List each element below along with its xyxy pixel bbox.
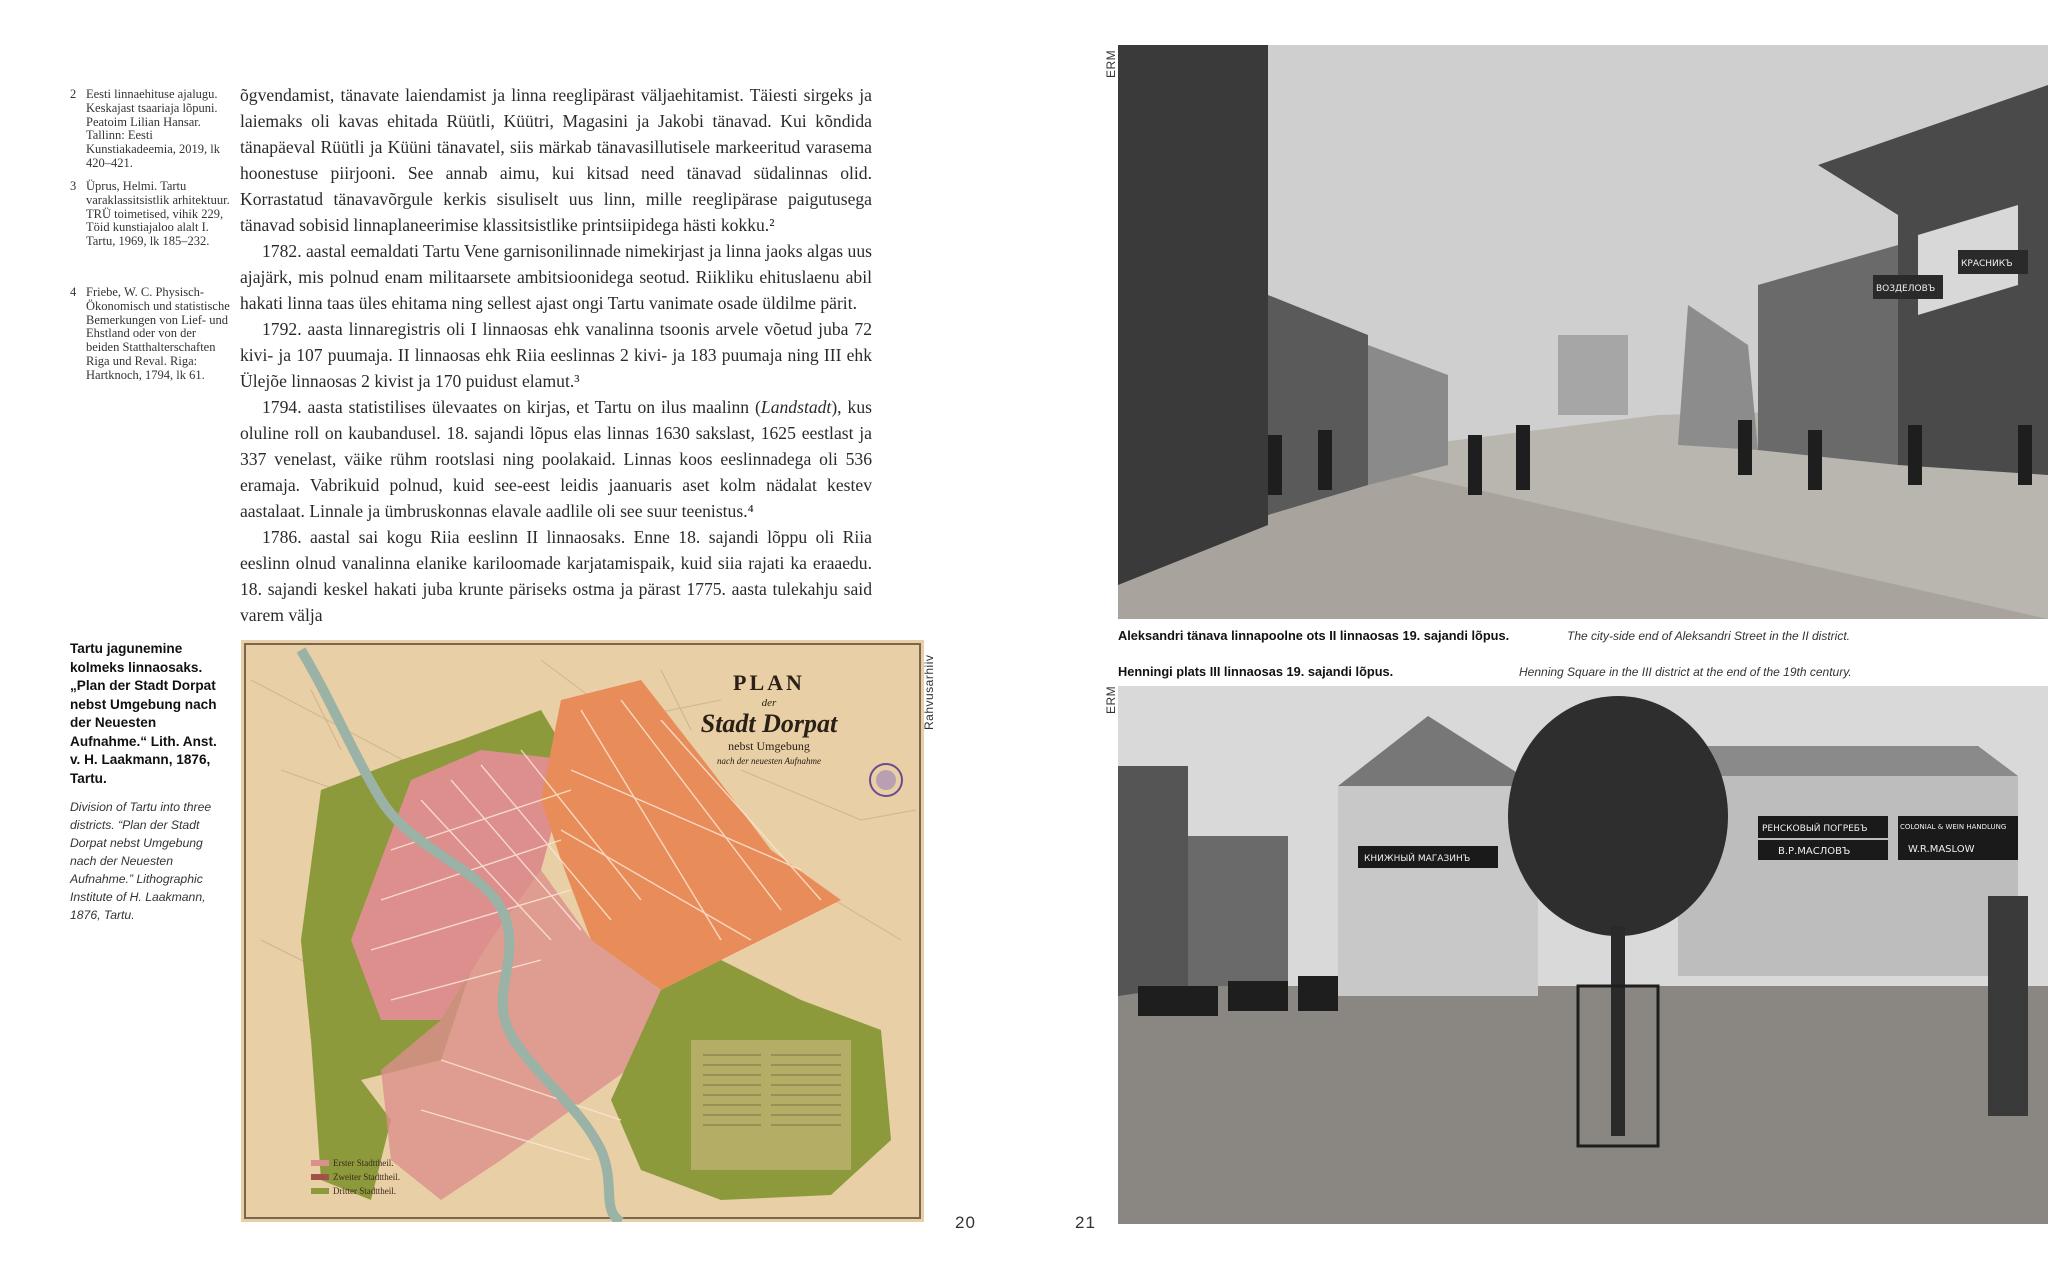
sign-text: ВОЗДЕЛОВЪ <box>1876 284 1936 294</box>
legend-swatch-first <box>311 1160 329 1166</box>
photo2-building-left <box>1118 766 1188 996</box>
photo1-distant-building <box>1558 335 1628 415</box>
paragraph <box>240 394 872 524</box>
photo1-credit: ERM <box>1104 49 1118 78</box>
photo2-caption-english: Henning Square in the III district at the end of the 19th century. <box>1519 665 1852 679</box>
photo2-caption-estonian: Henningi plats III linnaosas 19. sajandi lõpus. <box>1118 664 1394 679</box>
paragraph: 1782. aastal eemaldati Tartu Vene garnisonilinnade nimekirjast ja linna jaoks algas uus ajajärk, mis polnud enam militaarsete ambitsioonidega seotud. Riikliku ehituslaenu abil hakati linna taas üles ehitama ning sellest ajast ongi Tartu vanimate osade üldilme pärit. <box>240 241 872 313</box>
footnote-number: 2 <box>70 87 77 101</box>
horse <box>1298 976 1338 1011</box>
paragraph: 1792. aasta linnaregistris oli I linnaosas ehk vanalinna tsoonis arvele võetud juba 72 kivi- ja 107 puumaja. II linnaosas ehk Riia eeslinnas 2 kivi- ja 183 puumaja ning III ehk Ülejõe linnaosas 2 kivist ja 170 puidust elamut.³ <box>240 319 872 391</box>
footnote-text: Friebe, W. C. Physisch-Ökonomisch und statistische Bemerkungen von Lief- und Ehstland oder von der beiden Statthalterschaften Riga und Reval. Riga: Hartknoch, 1794, lk 61. <box>86 285 230 382</box>
legend-label: Erster Stadttheil. <box>333 1158 394 1168</box>
emphasis: Landstadt <box>760 397 832 417</box>
person <box>1808 430 1822 490</box>
carriage <box>1228 981 1288 1011</box>
map-title-sub1: nebst Umgebung <box>728 739 810 753</box>
photo1-caption-estonian: Aleksandri tänava linnapoolne ots II linnaosas 19. sajandi lõpus. <box>1118 628 1510 643</box>
legend-swatch-second <box>311 1174 329 1180</box>
photo-aleksandri-street <box>1118 45 2048 619</box>
person <box>1468 435 1482 495</box>
right-page <box>1024 0 2048 1264</box>
paragraph-text: 1794. aasta statistilises ülevaates on kirjas, et Tartu on ilus maalinn ( <box>262 397 761 417</box>
photo2-tree-trunk <box>1611 926 1625 1136</box>
page-number-right: 21 <box>1075 1213 1096 1232</box>
paragraph: õgvendamist, tänavate laiendamist ja linna reeglipärast väljaehitamist. Täiesti sirgeks ja laiemaks oli kavas ehitada Rüütli, Küütri, Magasini ja Jakobi tänavad. Kui kõndida tänapäeval Rüütli ja Küüni tänavatel, siis märkab tänavasillutisele markeeritud varasema hoonestuse piirjooni. See annab aimu, kui kitsad need tänavad südalinnas olid. Korrastatud tänavavõrgule kerkis sisuliselt uus linn, mille reeglipärase paigutusega tänavad sobisid linnaplaneerimise klassitsistlike printsiipidega hästi kokku.² <box>240 85 872 235</box>
photo2-tree-crown <box>1508 696 1728 936</box>
photo1-caption-english: The city-side end of Aleksandri Street in the II district. <box>1567 629 1851 643</box>
photo2-credit: ERM <box>1104 685 1118 714</box>
photo2-building-left2 <box>1188 836 1288 986</box>
photo2-pump <box>1988 896 2028 1116</box>
sign-text: КНИЖНЫЙ МАГАЗИНЪ <box>1364 854 1471 864</box>
map-title-der: der <box>761 697 777 709</box>
map-caption-estonian: Tartu jagunemine kolmeks linnaosaks. „Plan der Stadt Dorpat nebst Umgebung nach der Neuesten Aufnahme.“ Lith. Anst. v. H. Laakmann, 1876, Tartu. <box>70 641 217 786</box>
person <box>1268 435 1282 495</box>
carriage <box>1138 986 1218 1016</box>
footnote <box>70 180 230 249</box>
paragraph: 1786. aastal sai kogu Riia eeslinn II linnaosaks. Enne 18. sajandi lõppu oli Riia eeslinn olnud vanalinna elanike kariloomade karjatamispaik, kuid siia rajati ka eraaedu. 18. sajandi keskel hakati juba krunte päriseks ostma ja pärast 1775. aasta tulekahju said varem välja <box>240 527 872 625</box>
photo-henning-square <box>1118 686 2048 1224</box>
footnote-number: 3 <box>70 179 77 193</box>
person <box>1318 430 1332 490</box>
body-text <box>240 82 872 628</box>
sign-text: КРАСНИКЪ <box>1961 259 2013 269</box>
footnote-text: Eesti linnaehituse ajalugu. Keskajast tsaariaja lõpuni. Peatoim Lilian Hansar. Tallinn: Eesti Kunstiakadeemia, 2019, lk 420–421. <box>86 87 220 170</box>
person <box>2018 425 2032 485</box>
sign-text: В.Р.МАСЛОВЪ <box>1778 846 1851 857</box>
map-title-sub2: nach der neuesten Aufnahme <box>716 756 822 766</box>
map-title-name: Stadt Dorpat <box>700 709 838 738</box>
map-credit: Rahvusarhiiv <box>922 654 936 730</box>
legend-label: Dritter Stadttheil. <box>333 1186 396 1196</box>
footnote-text: Üprus, Helmi. Tartu varaklassitsistlik arhitektuur. TRÜ toimetised, vihik 229, Töid kunstiajaloo alalt I. Tartu, 1969, lk 185–232. <box>86 179 230 249</box>
sign-text: W.R.MASLOW <box>1908 844 1975 855</box>
person <box>1738 420 1752 475</box>
map-color-legend <box>311 1158 400 1196</box>
map-legend-table <box>691 1040 851 1170</box>
footnote <box>70 286 230 383</box>
person <box>1516 425 1530 490</box>
photo1-building-left <box>1118 45 1268 585</box>
page-number-left: 20 <box>955 1213 976 1232</box>
historic-map <box>241 640 924 1222</box>
archive-stamp-inner <box>876 770 896 790</box>
sign-text: РЕНСКОВЫЙ ПОГРЕБЪ <box>1762 824 1868 834</box>
footnote <box>70 88 230 171</box>
footnote-number: 4 <box>70 285 77 299</box>
person <box>1908 425 1922 485</box>
map-title-plan: PLAN <box>733 670 805 695</box>
legend-swatch-third <box>311 1188 329 1194</box>
photo2-classical-roof <box>1678 746 2018 776</box>
map-caption-english: Division of Tartu into three districts. “Plan der Stadt Dorpat nebst Umgebung nach der Neuesten Aufnahme.” Lithographic Institute of H. Laakmann, 1876, Tartu. <box>70 800 212 922</box>
legend-label: Zweiter Stadttheil. <box>333 1172 400 1182</box>
paragraph-text: ), kus oluline roll on kaubandusel. 18. sajandi lõpus elas linnas 1630 sakslast, 1625 eestlast ja 337 venelast, väike rühm rootslasi ning poolakaid. Linnas koos eeslinnadega oli 536 eramaja. Vabrikuid polnud, kuid see-eest leidis jaanuaris aset kolm nädalat kestev aastalaat. Linnale ja ümbruskonnas elavale aadlile oli see suur teenistus.⁴ <box>240 397 872 521</box>
photo2-classical-building <box>1678 746 2018 976</box>
photo1-drawing <box>1118 45 2048 619</box>
photo2-square-cobbles <box>1118 986 2048 1224</box>
photo2-drawing <box>1118 686 2048 1224</box>
sign-text: COLONIAL & WEIN HANDLUNG <box>1900 823 2007 831</box>
map-caption <box>70 640 220 924</box>
